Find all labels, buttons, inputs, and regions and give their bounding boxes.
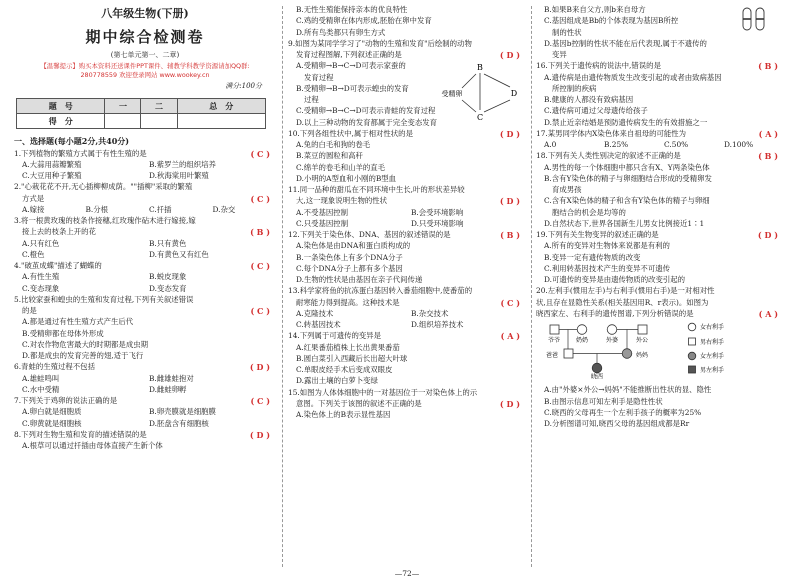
question-stem: 接上去的枝条上开的花 bbox=[22, 227, 96, 237]
section-heading: 一、选择题(每小题2分,共40分) bbox=[14, 136, 130, 147]
pedigree-label: 爷爷 bbox=[547, 337, 561, 344]
option: B.如果B来自父方,则b来自母方 bbox=[544, 5, 646, 14]
diagram-node-egg: 受精卵 bbox=[441, 89, 463, 98]
option: C.转基因技术 bbox=[296, 320, 341, 329]
question-2 bbox=[14, 181, 276, 215]
option: A.卵白就是细胞质 bbox=[22, 407, 82, 417]
question-stem: 8.下列对生物生殖和发育的描述错误的是 bbox=[14, 429, 147, 439]
option: C.单眼皮经手术后变成双眼皮 bbox=[296, 365, 393, 374]
pedigree-label: 晓西 bbox=[590, 373, 604, 379]
pedigree-chart bbox=[542, 321, 778, 379]
option: A.大蒜用蒜瓣繁殖 bbox=[22, 159, 82, 169]
score-header-cell: 题 号 bbox=[17, 99, 105, 114]
question-stem: 10.下列各组性状中,属于相对性状的是 bbox=[288, 128, 413, 138]
question-stem: 晓西家左、右利手的遗传图谱,下列分析错误的是 bbox=[536, 308, 694, 318]
answer-mark: ( D ) bbox=[249, 429, 270, 440]
answer-mark: ( B ) bbox=[758, 61, 778, 72]
legend-label: 男右利手 bbox=[700, 339, 725, 346]
option: A.只有红色 bbox=[22, 238, 60, 248]
question-13 bbox=[288, 285, 526, 330]
pedigree-label: 妈妈 bbox=[636, 352, 649, 359]
option: 所控制的疾病 bbox=[552, 83, 597, 93]
option: D.雌蛙卵孵 bbox=[149, 384, 187, 394]
question-20 bbox=[536, 285, 784, 429]
question-stem: 17.某男同学体内X染色体来自祖母的可能性为 bbox=[536, 128, 687, 138]
question-15 bbox=[288, 387, 526, 421]
option: A.所有的变异对生物体来说都是有利的 bbox=[544, 241, 670, 251]
option: A.克隆技术 bbox=[296, 308, 334, 318]
pedigree-female-left bbox=[622, 349, 632, 359]
option: D.组织培养技术 bbox=[411, 320, 464, 329]
option: A.0 bbox=[544, 140, 557, 149]
question-19 bbox=[536, 229, 784, 285]
question-stem: 4."破茧成蝶"描述了蝴蝶的 bbox=[14, 261, 102, 271]
page-number: —72— bbox=[394, 568, 420, 578]
promo-notice bbox=[14, 62, 276, 79]
option: D.只受环境影响 bbox=[411, 218, 464, 228]
answer-mark: ( D ) bbox=[499, 50, 520, 60]
question-stem: 耐寒能力得到提高。这种技术是 bbox=[296, 297, 400, 307]
option: D.可遗传的变异是由遗传物质的改变引起的 bbox=[544, 275, 686, 284]
score-label-cell: 得 分 bbox=[17, 114, 105, 129]
question-8 bbox=[14, 429, 276, 452]
option: D.所有鸟类都只有卵生方式 bbox=[296, 27, 386, 37]
pedigree-male-right bbox=[638, 325, 647, 334]
promo-line-1: 【温馨提示】购买本资料还送课件PPT课件、辅教学科教学资源请加QQ群: bbox=[40, 62, 250, 71]
option: C.鸡的受精卵在体内形成,胚胎在卵中发育 bbox=[296, 16, 432, 26]
pedigree-female-left bbox=[592, 363, 602, 373]
option: C.含有X染色体的精子和含有Y染色体的精子与卵细 bbox=[544, 196, 710, 206]
score-header-cell: 一 bbox=[105, 99, 141, 114]
option: A.都是通过有性生殖方式产生后代 bbox=[22, 317, 134, 327]
option: C.橙色 bbox=[22, 249, 45, 259]
answer-mark: ( B ) bbox=[500, 230, 520, 240]
diagram-arrow bbox=[484, 74, 510, 87]
question-3 bbox=[14, 215, 276, 260]
diagram-node-b: B bbox=[477, 62, 483, 72]
question-stem: 6.青蛙的生殖过程不包括 bbox=[14, 362, 95, 372]
answer-mark: ( D ) bbox=[757, 230, 778, 240]
option: 过程 bbox=[304, 95, 319, 104]
question-7 bbox=[14, 395, 276, 429]
answer-mark: ( C ) bbox=[250, 306, 270, 317]
answer-mark: ( D ) bbox=[499, 398, 520, 409]
option: D.生物的性状是由基因在亲子代间传递 bbox=[296, 275, 423, 284]
question-18 bbox=[536, 150, 784, 229]
option: B.受精卵→B→D可表示蝗虫的发育 bbox=[296, 83, 409, 93]
development-cycle-diagram bbox=[440, 62, 520, 122]
chromosome-pair-figure bbox=[740, 6, 768, 32]
score-input-cell[interactable] bbox=[177, 114, 265, 129]
option: B.菜豆的圆粒和高秆 bbox=[296, 151, 363, 161]
option: B.健康的人都没有致病基因 bbox=[544, 95, 634, 104]
pedigree-male-right bbox=[550, 325, 559, 334]
option: D.都是成虫的发育完善的翅,适于飞行 bbox=[22, 351, 144, 361]
question-stem: 方式是 bbox=[22, 193, 45, 203]
option: B.一条染色体上有多个DNA分子 bbox=[296, 252, 403, 262]
subject-title: 八年级生物(下册) bbox=[101, 7, 189, 20]
question-17 bbox=[536, 128, 784, 151]
question-12 bbox=[288, 229, 526, 285]
option: D.变态发育 bbox=[149, 283, 187, 293]
option: B.受精卵都在母体外形成 bbox=[22, 328, 104, 338]
question-stem: 1.下列植物的繁殖方式属于有性生殖的是 bbox=[14, 148, 147, 158]
question-14 bbox=[288, 330, 526, 386]
option: D.露出土壤的白萝卜变绿 bbox=[296, 376, 378, 386]
option: C.大豆用种子繁殖 bbox=[22, 171, 82, 181]
column-right bbox=[536, 0, 784, 583]
pedigree-label: 爸爸 bbox=[545, 352, 558, 359]
answer-mark: ( C ) bbox=[250, 261, 270, 272]
option: D.基因b控制的性状不能在后代表现,属于不遗传的 bbox=[544, 38, 707, 48]
question-stem: 19.下列有关生物变异的叙述正确的是 bbox=[536, 230, 659, 239]
option: B.圆白菜引入西藏后长出超大叶球 bbox=[296, 353, 408, 363]
option: 变异 bbox=[552, 50, 567, 59]
answer-mark: ( B ) bbox=[758, 151, 778, 162]
option: C.50% bbox=[664, 140, 689, 149]
question-4 bbox=[14, 260, 276, 294]
option: B.25% bbox=[604, 140, 629, 149]
option: A.雄蛙鸣叫 bbox=[22, 373, 60, 383]
answer-mark: ( C ) bbox=[250, 193, 270, 204]
question-stem: 状,且存在显隐性关系(相关基因用R、r表示)。如图为 bbox=[536, 297, 709, 307]
answer-mark: ( C ) bbox=[250, 148, 270, 159]
answer-mark: ( D ) bbox=[249, 362, 270, 373]
question-stem: 11.同一品种的甜瓜在不同环境中生长,叶的形状差异较 bbox=[288, 185, 465, 194]
question-10 bbox=[288, 128, 526, 184]
pedigree-label: 外公 bbox=[635, 337, 649, 344]
option: 制的性状 bbox=[552, 27, 582, 37]
answer-mark: ( B ) bbox=[250, 227, 270, 238]
pedigree-label: 奶奶 bbox=[575, 337, 589, 344]
option: B.蜕皮现象 bbox=[149, 272, 187, 282]
question-5 bbox=[14, 294, 276, 362]
question-stem: 12.下列关于染色体、DNA、基因的叙述错误的是 bbox=[288, 230, 451, 239]
question-stem: 大,这一现象说明生物的性状 bbox=[296, 196, 388, 206]
pedigree-female-right bbox=[607, 325, 617, 335]
option: B.含有Y染色体的精子与卵细胞结合形成的受精卵发 bbox=[544, 173, 712, 183]
option: C.晓西的父母再生一个左利手孩子的概率为25% bbox=[544, 407, 702, 417]
option: C.只受基因控制 bbox=[296, 218, 349, 228]
question-stem: 20.左利手(惯用左手)与右利手(惯用右手)是一对相对性 bbox=[536, 286, 715, 296]
option: C.基因组成是Bb的个体表现为基因B所控 bbox=[544, 16, 679, 26]
option: A.由"外婆×外公→妈妈"不能推断出性状的显、隐性 bbox=[544, 385, 712, 395]
option: D.秋海棠用叶繁殖 bbox=[149, 171, 209, 181]
promo-line-2: 280778559 欢迎登录网站 www.wookey.cn bbox=[80, 70, 210, 79]
question-stem: 9.如图为某同学学习了"动物的生殖和发育"后绘制的动物 bbox=[288, 38, 472, 48]
answer-mark: ( C ) bbox=[250, 396, 270, 407]
pedigree-male-right bbox=[564, 349, 573, 358]
question-stem: 7.下列关于鸡卵的说法正确的是 bbox=[14, 396, 118, 406]
answer-mark: ( A ) bbox=[758, 128, 778, 139]
option: B.卵壳膜就是细胞膜 bbox=[149, 407, 216, 417]
question-15-continued bbox=[536, 4, 784, 60]
diagram-arrow bbox=[462, 74, 476, 88]
answer-mark: ( D ) bbox=[499, 128, 520, 139]
option: 胞结合的机会是均等的 bbox=[552, 207, 626, 217]
option: C.利用转基因技术产生的变异不可遗传 bbox=[544, 263, 670, 273]
full-score: 满分:100分 bbox=[225, 82, 262, 91]
option: B.只有黄色 bbox=[149, 238, 187, 248]
option: C.卵黄就是细胞核 bbox=[22, 418, 82, 428]
option: D.胚盘含有细胞核 bbox=[149, 418, 209, 428]
diagram-node-d: D bbox=[510, 88, 518, 98]
option: D.有黄色又有红色 bbox=[149, 249, 209, 259]
option: D.以上三种动物的发育都属于完全变态发育 bbox=[296, 117, 438, 127]
option: C.遗传病可通过父母遗传给孩子 bbox=[544, 106, 648, 116]
option: C.变态现象 bbox=[22, 283, 60, 293]
option: 发育过程 bbox=[304, 72, 334, 82]
question-stem: 2."心栽花花不开,无心插柳柳成荫。""插柳"采取的繁殖 bbox=[14, 182, 193, 192]
question-1 bbox=[14, 148, 276, 182]
option: B.紫罗兰的组织培养 bbox=[149, 159, 216, 169]
question-stem: 14.下列属于可遗传的变异是 bbox=[288, 331, 382, 341]
answer-mark: ( C ) bbox=[500, 297, 520, 308]
column-left bbox=[14, 0, 276, 583]
answer-mark: ( A ) bbox=[500, 331, 520, 342]
question-stem: 意图。下列关于该图的叙述不正确的是 bbox=[296, 398, 422, 408]
diagram-arrow bbox=[484, 100, 510, 112]
option: A.有性生殖 bbox=[22, 272, 60, 282]
question-stem: 18.下列有关人类性别决定的叙述不正确的是 bbox=[536, 151, 681, 161]
score-header-cell: 二 bbox=[141, 99, 177, 114]
option: C.水中受精 bbox=[22, 384, 60, 394]
question-9 bbox=[288, 38, 526, 128]
question-stem: 13.科学家将鱼的抗冻蛋白基因转入番茄细胞中,使番茄的 bbox=[288, 286, 473, 296]
option: A.遗传病是由遗传物质发生改变引起的或者由致病基因 bbox=[544, 72, 722, 82]
diagram-node-c: C bbox=[476, 112, 484, 122]
option: A.兔的白毛和狗的卷毛 bbox=[296, 140, 371, 149]
option: C.对农作物危害最大的时期都是成虫期 bbox=[22, 339, 148, 349]
option: A.男性的每一个体细胞中都只含有X、Y两条染色体 bbox=[544, 162, 710, 172]
pedigree-label: 外婆 bbox=[605, 337, 619, 344]
option: B.雌雄蛙抱对 bbox=[149, 373, 194, 383]
diagram-arrow bbox=[462, 100, 476, 112]
option: B.杂交技术 bbox=[411, 308, 449, 318]
option: A.嫁接 bbox=[22, 204, 45, 214]
option: B.由图示信息可知左利手是隐性性状 bbox=[544, 396, 663, 406]
option: D.自然状态下,世界各国新生儿男女比例接近1∶1 bbox=[544, 218, 705, 228]
question-stem: 的是 bbox=[22, 306, 37, 316]
question-stem: 15.如图为人体体细胞中的一对基因位于一对染色体上的示 bbox=[288, 387, 478, 397]
legend-label: 女左利手 bbox=[700, 353, 725, 360]
option: A.不受基因控制 bbox=[296, 207, 349, 217]
question-16 bbox=[536, 60, 784, 128]
question-stem: 16.下列关于遗传病的说法中,错误的是 bbox=[536, 61, 661, 71]
legend-label: 女右利手 bbox=[700, 324, 725, 331]
option: D.100% bbox=[724, 140, 754, 149]
option: A.染色体是由DNA和蛋白质构成的 bbox=[296, 241, 411, 251]
option: A.受精卵→B→C→D可表示家蚕的 bbox=[296, 61, 406, 71]
score-input-cell[interactable] bbox=[141, 114, 177, 129]
exam-title: 期中综合检测卷 bbox=[85, 27, 205, 46]
option: C.每个DNA分子上都有多个基因 bbox=[296, 263, 403, 273]
option: D.小明的A型血和小刚的B型血 bbox=[296, 173, 397, 183]
answer-mark: ( A ) bbox=[758, 308, 778, 319]
option: D.禁止近亲结婚是预防遗传病发生的有效措施之一 bbox=[544, 117, 708, 127]
question-stem: 3.将一根黄玫瑰的枝条作接穗,红玫瑰作砧木进行嫁接,嫁 bbox=[14, 216, 196, 226]
option: 育成男孩 bbox=[552, 185, 582, 194]
question-6 bbox=[14, 361, 276, 395]
pedigree-female-right bbox=[577, 325, 587, 335]
option: C.受精卵→B→C→D可表示青蛙的发育过程 bbox=[296, 106, 436, 116]
option: D.分析图谱可知,晓西父母的基因组成都是Rr bbox=[544, 419, 690, 428]
score-table bbox=[16, 98, 266, 129]
question-stem: 发育过程图解,下列叙述正确的是 bbox=[296, 50, 402, 59]
question-stem: 5.比较家蚕和蝗虫的生殖和发育过程,下列有关叙述错误 bbox=[14, 294, 194, 304]
legend-label: 男左利手 bbox=[700, 367, 725, 374]
option: B.无性生殖能保持亲本的优良特性 bbox=[296, 5, 408, 14]
option: A.红果番茄植株上长出黄果番茄 bbox=[296, 342, 400, 352]
option: A.根草可以通过扦插由母体直接产生新个体 bbox=[22, 441, 163, 451]
column-divider bbox=[531, 6, 533, 567]
exam-scope: (第七单元第一、二章) bbox=[110, 50, 180, 59]
score-input-cell[interactable] bbox=[105, 114, 141, 129]
question-11 bbox=[288, 184, 526, 229]
option: B.会受环境影响 bbox=[411, 207, 464, 217]
column-divider bbox=[282, 6, 284, 567]
option: C.扦插 bbox=[149, 204, 172, 214]
option: C.绵羊的卷毛和山羊的直毛 bbox=[296, 162, 386, 172]
score-header-cell: 总 分 bbox=[177, 99, 265, 114]
column-middle bbox=[288, 0, 526, 583]
option: A.染色体上的B表示显性基因 bbox=[296, 410, 391, 419]
answer-mark: ( D ) bbox=[499, 196, 520, 207]
option: D.杂交 bbox=[212, 204, 236, 214]
option: B.分根 bbox=[85, 204, 109, 214]
option: B.变异一定有遗传物质的改变 bbox=[544, 252, 641, 262]
